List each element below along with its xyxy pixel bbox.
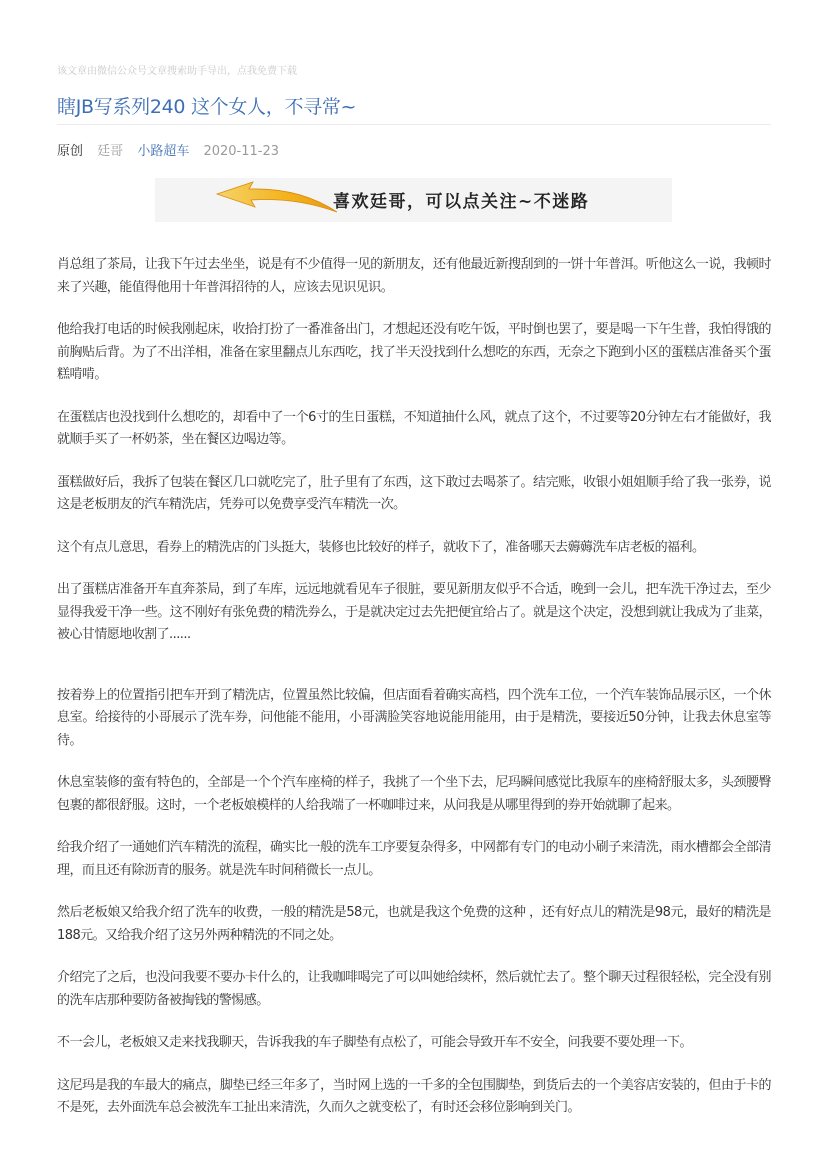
- account-link[interactable]: 小路超车: [137, 144, 190, 159]
- paragraph: 不一会儿，老板娘又走来找我聊天，告诉我我的车子脚垫有点松了，可能会导致开车不安全，问我要不要处理一下。: [57, 1035, 692, 1050]
- paragraph: 在蛋糕店也没找到什么想吃的，却看中了一个6寸的生日蛋糕，不知道抽什么风，就点了这个，不过要等20分钟左右才能做好，我就顺手买了一杯奶茶，坐在餐区边喝边等。: [57, 409, 771, 447]
- follow-banner: [155, 178, 672, 222]
- paragraph: 介绍完了之后，也没问我要不要办卡什么的，让我咖啡喝完了可以叫她给续杯，然后就忙去了。整个聊天过程很轻松，完全没有别的洗车店那种要防备被掏钱的警惕感。: [57, 970, 771, 1008]
- author-name: 廷哥: [97, 144, 124, 159]
- paragraph: 肖总组了茶局，让我下午过去坐坐，说是有不少值得一见的新朋友，还有他最近新搜刮到的一饼十年普洱。听他这么一说，我顿时来了兴趣，能值得他用十年普洱招待的人，应该去见识见识。: [57, 257, 771, 295]
- article-body: [57, 254, 771, 1140]
- paragraph: 出了蛋糕店准备开车直奔茶局，到了车库，远远地就看见车子很脏，要见新朋友似乎不合适，晚到一会儿，把车洗干净过去，至少显得我爱干净一些。这不刚好有张免费的精洗券么，于是就决定过去先把便宜给占了。就是这个决定，没想到就让我成为了韭菜，被心甘情愿地收割了......: [57, 582, 771, 642]
- paragraph: 给我介绍了一通她们汽车精洗的流程，确实比一般的洗车工序要复杂得多，中网都有专门的电动小刷子来清洗，雨水槽都会全部清理，而且还有除沥青的服务。就是洗车时间稍微长一点儿。: [57, 840, 771, 878]
- paragraph: 他给我打电话的时候我刚起床，收拾打扮了一番准备出门，才想起还没有吃午饭，平时倒也罢了，要是喝一下午生普，我怕得饿的前胸贴后背。为了不出洋相，准备在家里翻点儿东西吃，找了半天没找到什么想吃的东西，无奈之下跑到小区的蛋糕店准备买个蛋糕啃啃。: [57, 322, 771, 382]
- paragraph: 蛋糕做好后，我拆了包装在餐区几口就吃完了，肚子里有了东西，这下敢过去喝茶了。结完账，收银小姐姐顺手给了我一张券，说这是老板朋友的汽车精洗店，凭券可以免费享受汽车精洗一次。: [57, 474, 771, 512]
- export-source-note[interactable]: 该文章由微信公众号文章搜索助手导出，点我免费下载: [57, 66, 297, 77]
- follow-banner-text: 喜欢廷哥，可以点关注~不迷路: [333, 192, 590, 212]
- article-meta: [57, 140, 289, 159]
- paragraph: 这尼玛是我的车最大的痛点，脚垫已经三年多了，当时网上选的一千多的全包围脚垫，到货后去的一个美容店安装的，但由于卡的不是死，去外面洗车总会被洗车工扯出来清洗，久而久之就变松了，有时还会移位影响到关门。: [57, 1077, 771, 1115]
- paragraph: 然后老板娘又给我介绍了洗车的收费，一般的精洗是58元，也就是我这个免费的这种 ，还有好点儿的精洗是98元，最好的精洗是188元。又给我介绍了这另外两种精洗的不同之处。: [57, 905, 771, 943]
- paragraph: 这个有点儿意思，看券上的精洗店的门头挺大，装修也比较好的样子，就收下了，准备哪天去薅薅洗车店老板的福利。: [57, 539, 705, 555]
- arrow-icon: [213, 180, 343, 220]
- title-divider: [57, 124, 771, 125]
- paragraph: 休息室装修的蛮有特色的，全部是一个个汽车座椅的样子，我挑了一个坐下去，尼玛瞬间感觉比我原车的座椅舒服太多，头颈腰臀包裹的都很舒服。这时，一个老板娘模样的人给我端了一杯咖啡过来，从问我是从哪里得到的券开始就聊了起来。: [57, 775, 771, 813]
- publish-date: 2020-11-23: [203, 144, 280, 159]
- paragraph: 按着券上的位置指引把车开到了精洗店，位置虽然比较偏，但店面看着确实高档，四个洗车工位，一个汽车装饰品展示区，一个休息室。给接待的小哥展示了洗车券，问他能不能用，小哥满脸笑容地说能用能用，由于是精洗，要接近50分钟，让我去休息室等待。: [57, 687, 771, 748]
- original-tag: 原创: [57, 144, 84, 159]
- article-title: 瞎JB写系列240 这个女人，不寻常~: [57, 96, 357, 118]
